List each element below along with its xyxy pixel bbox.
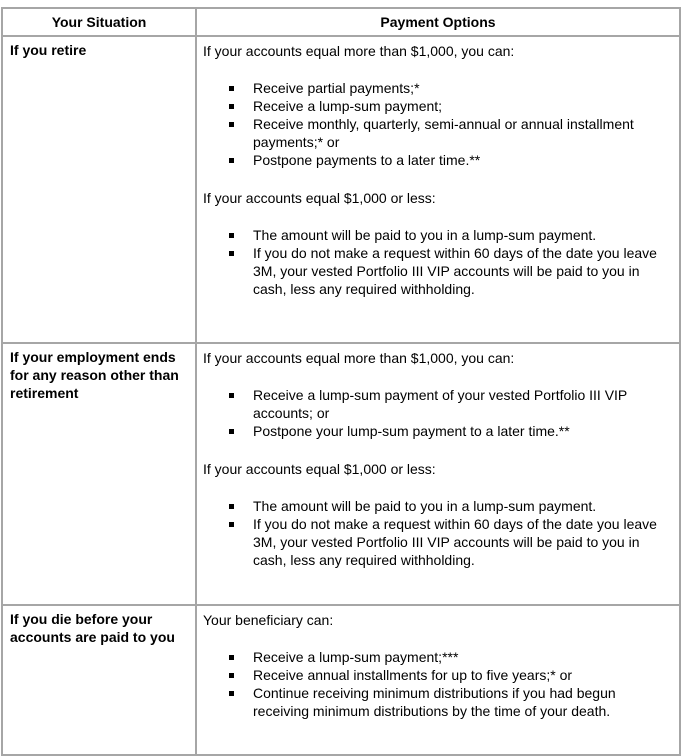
options-list — [203, 79, 673, 169]
list-item: Postpone payments to a later time.** — [203, 151, 673, 169]
payment-options-table — [1, 7, 681, 756]
situation-cell: If you die before your accounts are paid to you — [2, 605, 196, 755]
options-intro: If your accounts equal more than $1,000, you can: — [203, 43, 515, 59]
options-intro: Your beneficiary can: — [203, 612, 334, 628]
list-item: Receive monthly, quarterly, semi-annual or annual installment payments;* or — [203, 115, 673, 151]
list-item: Receive a lump-sum payment; — [203, 97, 673, 115]
list-item: Receive partial payments;* — [203, 79, 673, 97]
options-cell — [196, 36, 680, 343]
options-intro: If your accounts equal $1,000 or less: — [203, 190, 436, 206]
list-item: Continue receiving minimum distributions if you had begun receiving minimum distributions by the time of your death. — [203, 684, 673, 720]
options-intro: If your accounts equal more than $1,000, you can: — [203, 350, 515, 366]
header-row — [2, 8, 680, 36]
list-item: Receive annual installments for up to five years;* or — [203, 666, 673, 684]
list-item: The amount will be paid to you in a lump-sum payment. — [203, 226, 673, 244]
options-intro: If your accounts equal $1,000 or less: — [203, 461, 436, 477]
situation-cell: If your employment ends for any reason other than retirement — [2, 343, 196, 605]
table-row-employment-ends — [2, 343, 680, 605]
table-row-death — [2, 605, 680, 755]
list-item: If you do not make a request within 60 days of the date you leave 3M, your vested Portfolio III VIP accounts will be paid to you in cash, less any required withholding. — [203, 515, 673, 569]
table-row-retire — [2, 36, 680, 343]
options-list — [203, 497, 673, 569]
list-item: If you do not make a request within 60 days of the date you leave 3M, your vested Portfolio III VIP accounts will be paid to you in cash, less any required withholding. — [203, 244, 673, 298]
list-item: Receive a lump-sum payment of your vested Portfolio III VIP accounts; or — [203, 386, 673, 422]
options-list — [203, 386, 673, 440]
header-your-situation: Your Situation — [2, 8, 196, 36]
options-list — [203, 226, 673, 298]
header-payment-options: Payment Options — [196, 8, 680, 36]
list-item: Postpone your lump-sum payment to a later time.** — [203, 422, 673, 440]
list-item: The amount will be paid to you in a lump-sum payment. — [203, 497, 673, 515]
situation-cell: If you retire — [2, 36, 196, 343]
list-item: Receive a lump-sum payment;*** — [203, 648, 673, 666]
options-cell — [196, 605, 680, 755]
options-list — [203, 648, 673, 720]
options-cell — [196, 343, 680, 605]
